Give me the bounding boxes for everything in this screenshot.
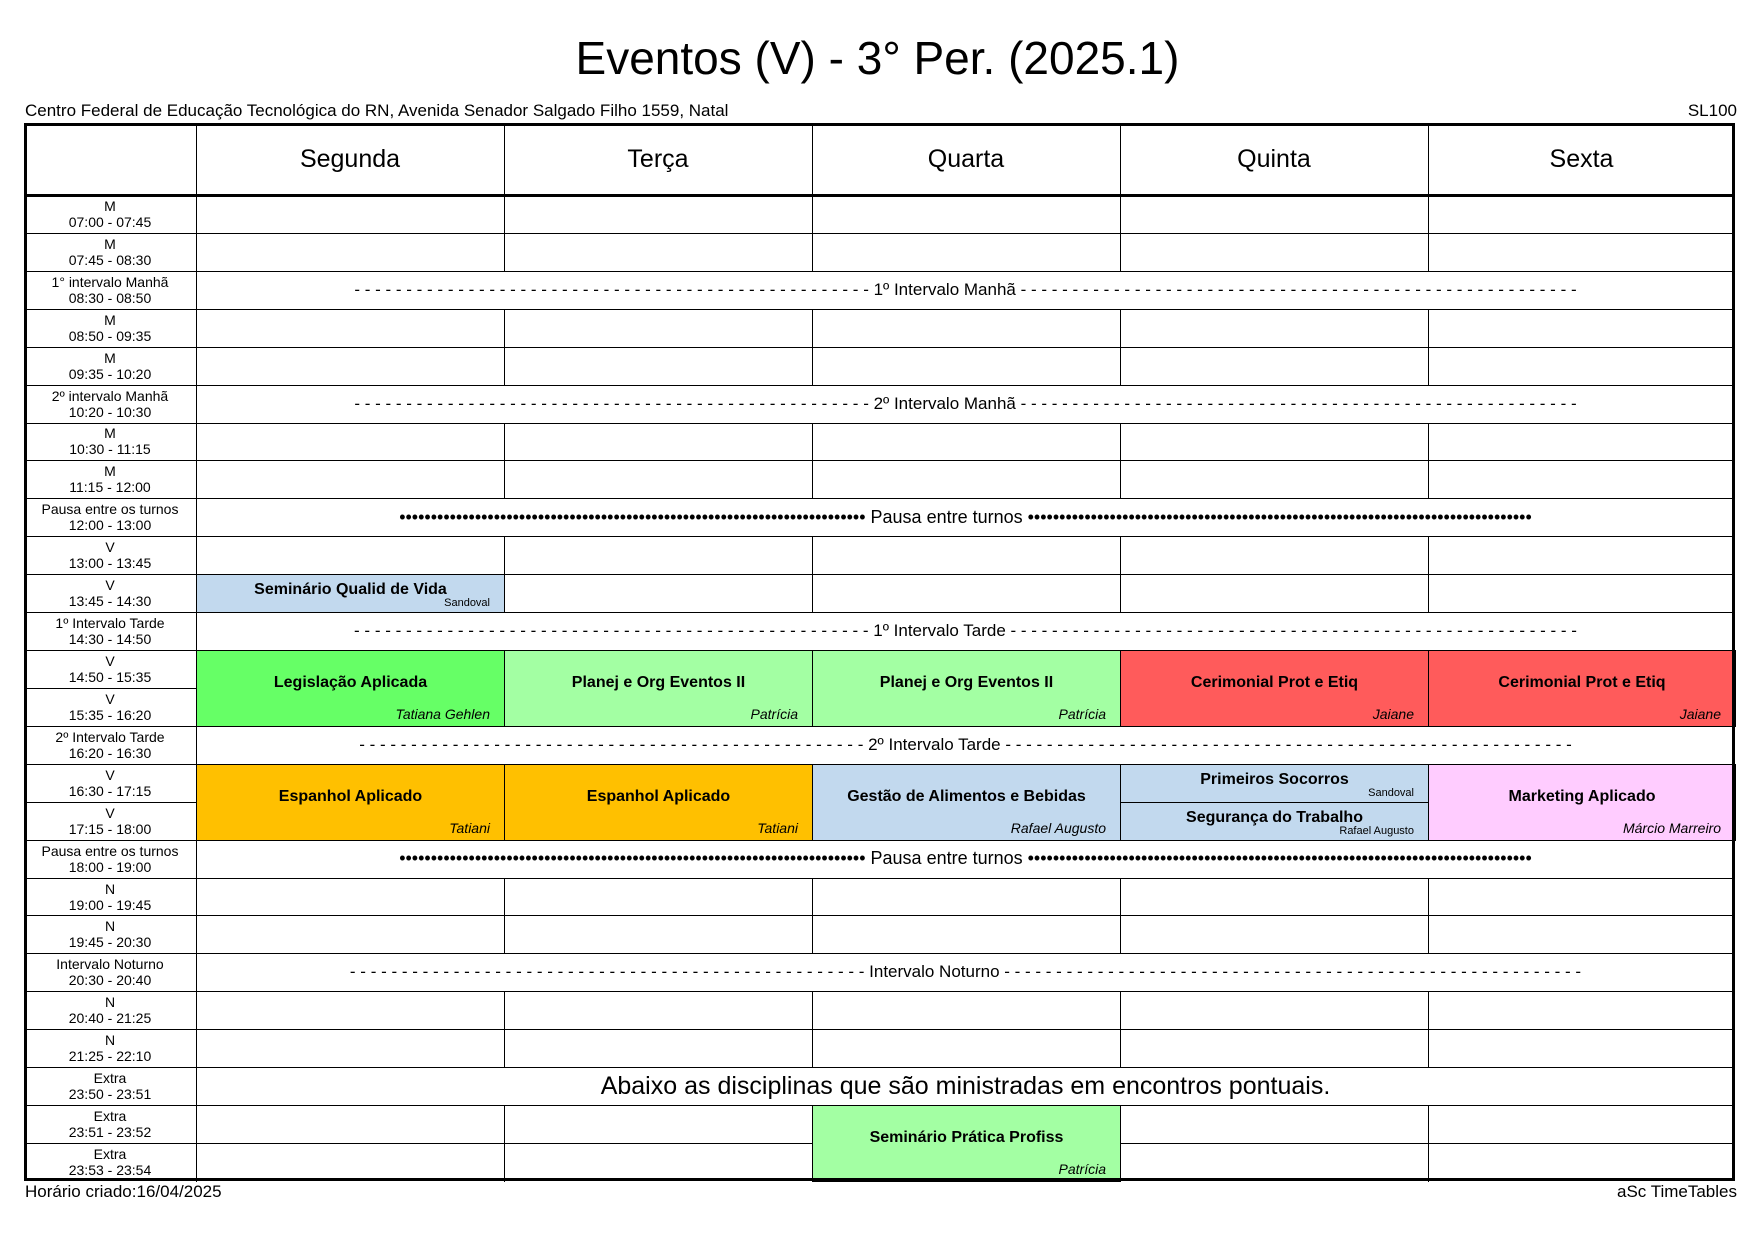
slot-name: V xyxy=(105,690,115,707)
slot-time: 20:30 - 20:40 xyxy=(68,972,152,989)
slot-name: M xyxy=(104,311,116,328)
lesson-subject: Seminário Prática Profiss xyxy=(869,1129,1064,1147)
slot-name: 1° intervalo Manhã xyxy=(51,273,169,290)
slot-time: 16:20 - 16:30 xyxy=(68,744,152,761)
lesson-teacher: Tatiani xyxy=(449,819,490,836)
slot-name: 2º Intervalo Tarde xyxy=(55,728,165,745)
break-band: - - - - - - - - - - - - - - - - - - - - - - - - - - - - - - - - - - - - - - - - - - - - - - - - - - 2º Intervalo Manhã - - - - - - - - - - - - - - - - - - - - - - - - - - - - - - - - - - - - - - - - - - - - - - - - - - - - - - xyxy=(354,393,1577,413)
slot-name: Pausa entre os turnos xyxy=(41,501,179,518)
lesson-teacher: Tatiana Gehlen xyxy=(395,705,490,722)
slot-name: V xyxy=(105,766,115,783)
lesson-teacher: Márcio Marreiro xyxy=(1622,819,1721,836)
slot-name: N xyxy=(104,1032,116,1049)
day-header: Quinta xyxy=(1237,144,1311,173)
timetable-grid xyxy=(24,123,1735,1181)
day-header: Quarta xyxy=(927,144,1005,173)
slot-time: 12:00 - 13:00 xyxy=(68,517,152,534)
slot-time: 14:50 - 15:35 xyxy=(68,668,152,685)
break-band: - - - - - - - - - - - - - - - - - - - - - - - - - - - - - - - - - - - - - - - - - - - - - - - - - 2º Intervalo Tarde - - - - - - - - - - - - - - - - - - - - - - - - - - - - - - - - - - - - - - - - - - - - - - - - - - - - - - - xyxy=(359,734,1572,754)
slot-time: 17:15 - 18:00 xyxy=(68,820,152,837)
slot-time: 09:35 - 10:20 xyxy=(68,365,152,382)
slot-time: 11:15 - 12:00 xyxy=(69,479,151,496)
page-title: Eventos (V) - 3° Per. (2025.1) xyxy=(575,32,1180,84)
break-band: - - - - - - - - - - - - - - - - - - - - - - - - - - - - - - - - - - - - - - - - - - - - - - - - - - 1º Intervalo Manhã - - - - - - - - - - - - - - - - - - - - - - - - - - - - - - - - - - - - - - - - - - - - - - - - - - - - - - xyxy=(354,279,1577,299)
lesson-teacher: Jaiane xyxy=(1679,705,1721,722)
day-header: Sexta xyxy=(1549,144,1614,173)
lesson-teacher: Tatiani xyxy=(757,819,798,836)
break-band: •••••••••••••••••••••••••••••••••••••••••••••••••••••••••••••••••••••••••• Pausa entre turnos •••••••••••••••••••••••••••••••••••••••••••••••••••••••••••••••••••••••••••••••• xyxy=(399,506,1532,527)
slot-time: 08:50 - 09:35 xyxy=(68,327,152,344)
lesson-teacher: Rafael Augusto xyxy=(1339,824,1414,837)
room-code: SL100 xyxy=(1687,101,1737,120)
slot-name: M xyxy=(104,235,116,252)
slot-time: 07:00 - 07:45 xyxy=(68,213,152,230)
slot-name: Extra xyxy=(93,1070,127,1087)
slot-time: 14:30 - 14:50 xyxy=(68,631,152,648)
slot-name: M xyxy=(104,349,116,366)
created-date: Horário criado:16/04/2025 xyxy=(25,1182,222,1201)
slot-name: N xyxy=(104,918,116,935)
brand-label: aSc TimeTables xyxy=(1617,1182,1737,1201)
lesson-teacher: Rafael Augusto xyxy=(1010,819,1106,836)
slot-name: 2º intervalo Manhã xyxy=(51,387,169,404)
slot-time: 08:30 - 08:50 xyxy=(68,289,152,306)
slot-name: V xyxy=(105,577,115,594)
slot-name: V xyxy=(105,804,115,821)
school-address: Centro Federal de Educação Tecnológica do RN, Avenida Senador Salgado Filho 1559, Natal xyxy=(25,101,729,120)
slot-time: 10:20 - 10:30 xyxy=(68,403,152,420)
break-band: - - - - - - - - - - - - - - - - - - - - - - - - - - - - - - - - - - - - - - - - - - - - - - - - - - 1º Intervalo Tarde - - - - - - - - - - - - - - - - - - - - - - - - - - - - - - - - - - - - - - - - - - - - - - - - - - - - - - - xyxy=(354,621,1577,641)
slot-name: Intervalo Noturno xyxy=(56,956,164,973)
lesson-subject: Legislação Aplicada xyxy=(273,674,428,692)
lesson-teacher: Sandoval xyxy=(444,597,490,610)
lesson-subject: Seminário Qualid de Vida xyxy=(254,581,447,599)
lesson-subject: Planej e Org Eventos II xyxy=(879,674,1054,692)
slot-time: 23:50 - 23:51 xyxy=(68,1086,152,1103)
day-header: Segunda xyxy=(299,144,401,173)
slot-name: V xyxy=(105,652,115,669)
lesson-subject: Planej e Org Eventos II xyxy=(571,674,746,692)
lesson-subject: Cerimonial Prot e Etiq xyxy=(1498,674,1666,692)
lesson-teacher: Patrícia xyxy=(750,705,798,722)
slot-name: M xyxy=(104,425,116,442)
lesson-subject: Primeiros Socorros xyxy=(1200,770,1349,788)
slot-time: 21:25 - 22:10 xyxy=(68,1048,152,1065)
slot-name: M xyxy=(104,463,116,480)
slot-time: 19:00 - 19:45 xyxy=(68,896,152,913)
slot-time: 23:51 - 23:52 xyxy=(68,1124,152,1141)
lesson-subject: Espanhol Aplicado xyxy=(586,787,731,805)
slot-time: 19:45 - 20:30 xyxy=(68,934,152,951)
slot-name: Pausa entre os turnos xyxy=(41,842,179,859)
slot-name: Extra xyxy=(93,1145,127,1162)
lesson-subject: Espanhol Aplicado xyxy=(278,787,423,805)
slot-name: V xyxy=(105,539,115,556)
slot-time: 07:45 - 08:30 xyxy=(68,251,152,268)
slot-time: 23:53 - 23:54 xyxy=(68,1161,152,1178)
lesson-subject: Segurança do Trabalho xyxy=(1186,808,1363,826)
slot-time: 16:30 - 17:15 xyxy=(68,782,152,799)
slot-time: 20:40 - 21:25 xyxy=(68,1010,152,1027)
slot-time: 13:00 - 13:45 xyxy=(68,555,152,572)
slot-name: N xyxy=(104,880,116,897)
day-header: Terça xyxy=(627,144,689,173)
break-band: - - - - - - - - - - - - - - - - - - - - - - - - - - - - - - - - - - - - - - - - - - - - - - - - - - Intervalo Noturno - - - - - - - - - - - - - - - - - - - - - - - - - - - - - - - - - - - - - - - - - - - - - - - - - - - - - - - - xyxy=(349,962,1582,982)
lesson-subject: Marketing Aplicado xyxy=(1508,787,1656,805)
slot-name: N xyxy=(104,994,116,1011)
lesson-subject: Gestão de Alimentos e Bebidas xyxy=(847,787,1086,805)
slot-name: 1º Intervalo Tarde xyxy=(55,615,165,632)
lesson-teacher: Patrícia xyxy=(1058,1160,1106,1177)
slot-time: 13:45 - 14:30 xyxy=(68,593,152,610)
extra-notice: Abaixo as disciplinas que são ministradas em encontros pontuais. xyxy=(600,1071,1331,1100)
lesson-subject: Cerimonial Prot e Etiq xyxy=(1190,674,1359,692)
slot-time: 18:00 - 19:00 xyxy=(68,858,152,875)
lesson-teacher: Patrícia xyxy=(1058,705,1106,722)
lesson-teacher: Jaiane xyxy=(1372,705,1414,722)
lesson-teacher: Sandoval xyxy=(1368,786,1414,799)
slot-name: M xyxy=(104,197,116,214)
slot-time: 10:30 - 11:15 xyxy=(69,441,151,458)
slot-name: Extra xyxy=(93,1108,127,1125)
break-band: •••••••••••••••••••••••••••••••••••••••••••••••••••••••••••••••••••••••••• Pausa entre turnos •••••••••••••••••••••••••••••••••••••••••••••••••••••••••••••••••••••••••••••••• xyxy=(399,848,1532,869)
slot-time: 15:35 - 16:20 xyxy=(68,706,152,723)
table-frame xyxy=(24,123,1735,1181)
